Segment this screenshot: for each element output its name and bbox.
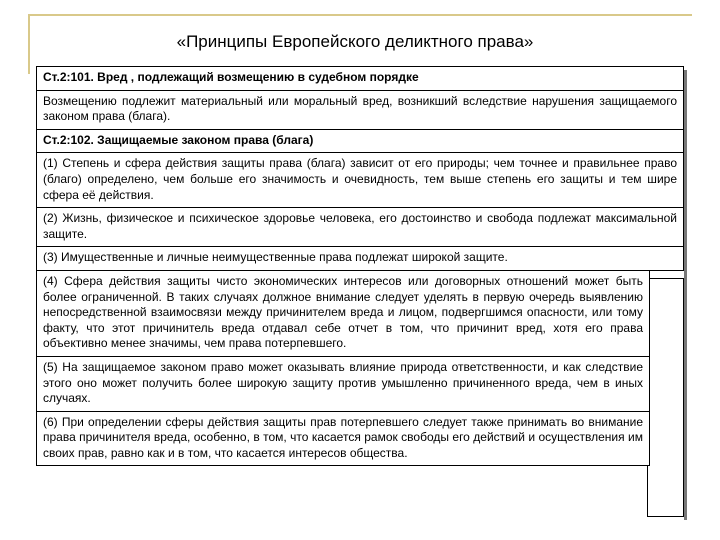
article-2-102-item-6: (6) При определении сферы действия защиты прав потерпевшего следует также принимать во внимание права причинителя вреда, особенно, в том, что касается рамок свободы его действий и осуществления им своих прав, равно как и в том, что касается интересов общества.	[36, 412, 650, 467]
article-2-101-heading: Ст.2:101. Вред , подлежащий возмещению в судебном порядке	[36, 66, 684, 91]
article-2-102-item-3: (3) Имущественные и личные неимущественные права подлежат широкой защите.	[36, 247, 684, 271]
article-2-102-item-5: (5) На защищаемое законом право может оказывать влияние природа ответственности, и как следствие этого оно может получить более широкую защиту против умышленно причиненного вреда, чем в иных случаях.	[36, 357, 650, 412]
article-2-102-item-2: (2) Жизнь, физическое и психическое здоровье человека, его достоинство и свобода подлежат максимальной защите.	[36, 208, 684, 247]
article-2-101-text: Возмещению подлежит материальный или моральный вред, возникший вследствие нарушения защищаемого законом права (блага).	[36, 91, 684, 130]
articles-table	[36, 66, 684, 466]
decorative-frame-top	[28, 14, 692, 16]
article-2-102-item-4: (4) Сфера действия защиты чисто экономических интересов или договорных отношений может быть более ограниченной. В таких случаях должное внимание следует уделять в первую очередь выявлению непосредственной взаимосвязи между причинителем вреда и лицом, подвергшимся опасности, или тому факту, что этот причинитель вреда отдавал себе отчет в том, что причинит вред, хотя его права объективно менее значимы, чем права потерпевшего.	[36, 271, 650, 357]
article-2-102-heading: Ст.2:102. Защищаемые законом права (блага)	[36, 130, 684, 154]
slide-title: «Принципы Европейского деликтного права»	[176, 32, 534, 51]
table-shadow	[684, 70, 687, 520]
article-2-102-item-1: (1) Степень и сфера действия защиты права (блага) зависит от его природы; чем точнее и правильнее право (благо) определено, чем больше его значимость и очевидность, тем выше степень его защиты и тем шире сфера её действия.	[36, 153, 684, 208]
